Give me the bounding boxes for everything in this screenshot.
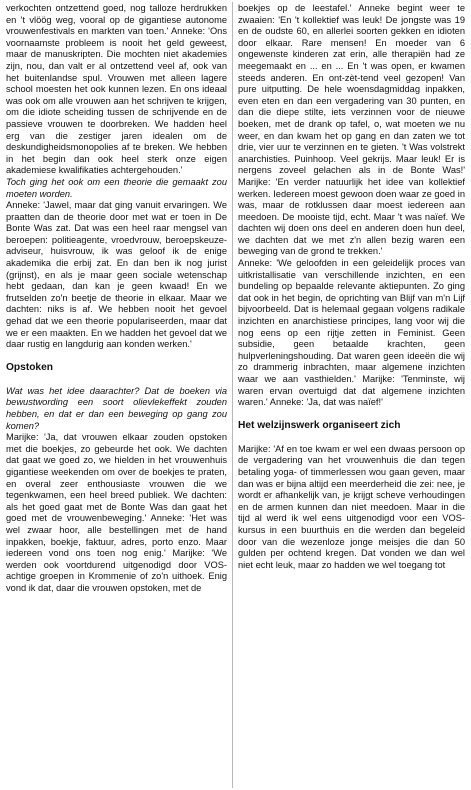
section-heading-welzijnswerk: Het welzijnswerk organiseert zich — [238, 419, 401, 431]
interview-question-1: Toch ging het ook om een theorie die gemaakt zou moeten worden. — [6, 176, 227, 199]
left-column — [6, 3, 227, 595]
left-paragraph-1: verkochten ontzettend goed, nog talloze herdrukken en 't vlöög weg, vooral op de gigantiese autonome vrouwenfestivals en markten van toen.' Anneke: 'Ons voornaamste probleem is nooit het geld geweest, maar de manuskripten. Die mochten niet akademies zijn, nou, dan valt er al ontzettend veel af, ook van het buitenlandse spul. Vrouwen met alleen lagere school moesten het ook kunnen lezen. En ons ideaal was ook om alle vrouwen aan het schrijven te krijgen, om die idiote scheiding tussen de schrijvende en de passieve vrouwen te doorbreken. We hadden heel erg van die zestiger jaren idealen om de deskundigheidsmonopolies af te breken. We hebben in het begin dan ook heel sterk onze eigen akademiese kwalifikaties achtergehouden.' — [6, 3, 227, 176]
interview-question-2: Wat was het idee daarachter? Dat de boeken via bewustwording een soort olievlekeffekt zouden hebben, en dat er dan een beweging op gang zou komen? — [6, 385, 227, 431]
right-paragraph-1: boekjes op de leestafel.' Anneke begint weer te zwaaien: 'En 't kollektief was leuk! De jongste was 19 en de oudste 60, en allerlei soorten gekken en idioten door elkaar. Rare mensen! En moeder van 6 ongewenste kinderen zat erin, alle therapiën had ze meegemaakt en ... en ... En 't was open, er kwamen steeds anderen. En ont-zèt-tend veel gezopen! Van pure uitputting. De hele woensdagmiddag inpakken, even eten en dan een vergadering van 30 punten, en dan die diepe stilte, iets verzinnen voor de nieuwe boeken, met de drank op tafel, o, wat moeten we nu weer, en dan kwam het op gang en dan zaten we tot drie, vier uur te verzinnen en te gieten. 't Was volstrekt anarchisties. Puinhoop. Veel gekrijs. Maar leuk! Er is nergens zoveel gelachen als in de Bonte Was!' Marijke: 'En verder natuurlijk het idee van kollektief werken. Iedereen moest gewoon doen waar ze goed in was, maar de rotklussen daar moest iedereen aan meedoen. De mooiste tijd, echt. Maar 't was naïef. We dachten wij doen ons deel en anderen doen hun deel, we dachten dat we met z'n allen bezig waren een beweging van de grond te trekken.' — [238, 3, 465, 257]
section-spacer — [6, 351, 227, 362]
section-heading-opstoken: Opstoken — [6, 361, 53, 373]
left-paragraph-2: Anneke: 'Jawel, maar dat ging vanuit ervaringen. We praatten dan de theorie door met wat er toen in De Bonte Was zat. Dat was een heel raar mengsel van beroepen: politieagente, vroedvrouw, beroepskeuze-adviseur, huisvrouw, ik was geloof ik de enige akademika die erbij zat. En dan ben ik nog jurist (grijnst), en als je maar geen sociale wetenschap hebt gedaan, dan kan je geen kwaad! En we frutselden zo'n beetje de theorie in elkaar. Maar we dachten: niks is af. We hebben nooit het gevoel gehad dat we een theorie populariseerden, maar dat we er een maakten. En we hadden het gevoel dat we daar rustig en langdurig aan konden werken.' — [6, 200, 227, 350]
right-paragraph-3: Marijke: 'Af en toe kwam er wel een dwaas persoon op de vergadering van het vrouwenhuis die dan tegen betaling yoga- of timmerlessen wou gaan geven, maar dan was er bijna altijd een meerderheid die zei: nee, je wordt er afhankelijk van, je krijgt scheve verhoudingen en de armen kunnen dan niet meedoen. Maar in die tijd al werd ik wel eens uitgenodigd voor een VOS-kursus in een buurthuis en die werden dan begeleid door van die wezenloze jonge meisjes die dan 50 gulden per ochtend kregen. Dat vonden we dan wel niet echt leuk, maar zo hadden we wel toegang tot — [238, 443, 465, 570]
right-paragraph-2: Anneke: 'We geloofden in een geleidelijk proces van uitkristallisatie van verschillende inzichten, en een bundeling op bepaalde relevante aktiepunten. Zo ging dat ook in het begin, de oprichting van Blijf van m'n Lijf bijvoorbeeld. Dat is helemaal gegaan volgens radikale inzichten en anarchistiese principes, lang voor wij die nog eens op een rijtje zetten in Feminist. Geen subsidie, geen betaalde krachten, geen hulpverleningshouding. Dat waren geen ideeën die wij zo drammerig inbrachten, maar algemene inzichten waar we aan vasthielden.' Marijke: 'Tenminste, wij waren ervan overtuigd dat dat algemene inzichten waren.' Anneke: 'Ja, dat was naïef!' — [238, 258, 465, 408]
column-divider — [232, 2, 233, 788]
right-column — [238, 3, 465, 571]
section-spacer — [238, 409, 465, 420]
left-paragraph-3: Marijke: 'Ja, dat vrouwen elkaar zouden opstoken met die boekjes, zo gebeurde het ook. We dachten dat gaat we goed zo, we hielden in het vrouwenhuis gigantiese weekenden om over de boekjes te praten, en overal zeer enthousiaste vrouwen die we tegenkwamen, een heel breed publiek. We dachten: als het goed gaat met de Bonte Was dan gaat het goed met de vrouwenbeweging.' Anneke: 'Het was wel zwaar hoor, alle bestellingen met de hand inpakken, boekje, faktuur, adres, porto enzo. Maar iedereen vond ons toen nog enig.' Marijke: 'We werden ook voortdurend uitgenodigd door VOS-achtige groepen in Krommenie of zo'n uithoek. Enig vond ik dat, daar die vrouwen opstoken, met de — [6, 432, 227, 593]
